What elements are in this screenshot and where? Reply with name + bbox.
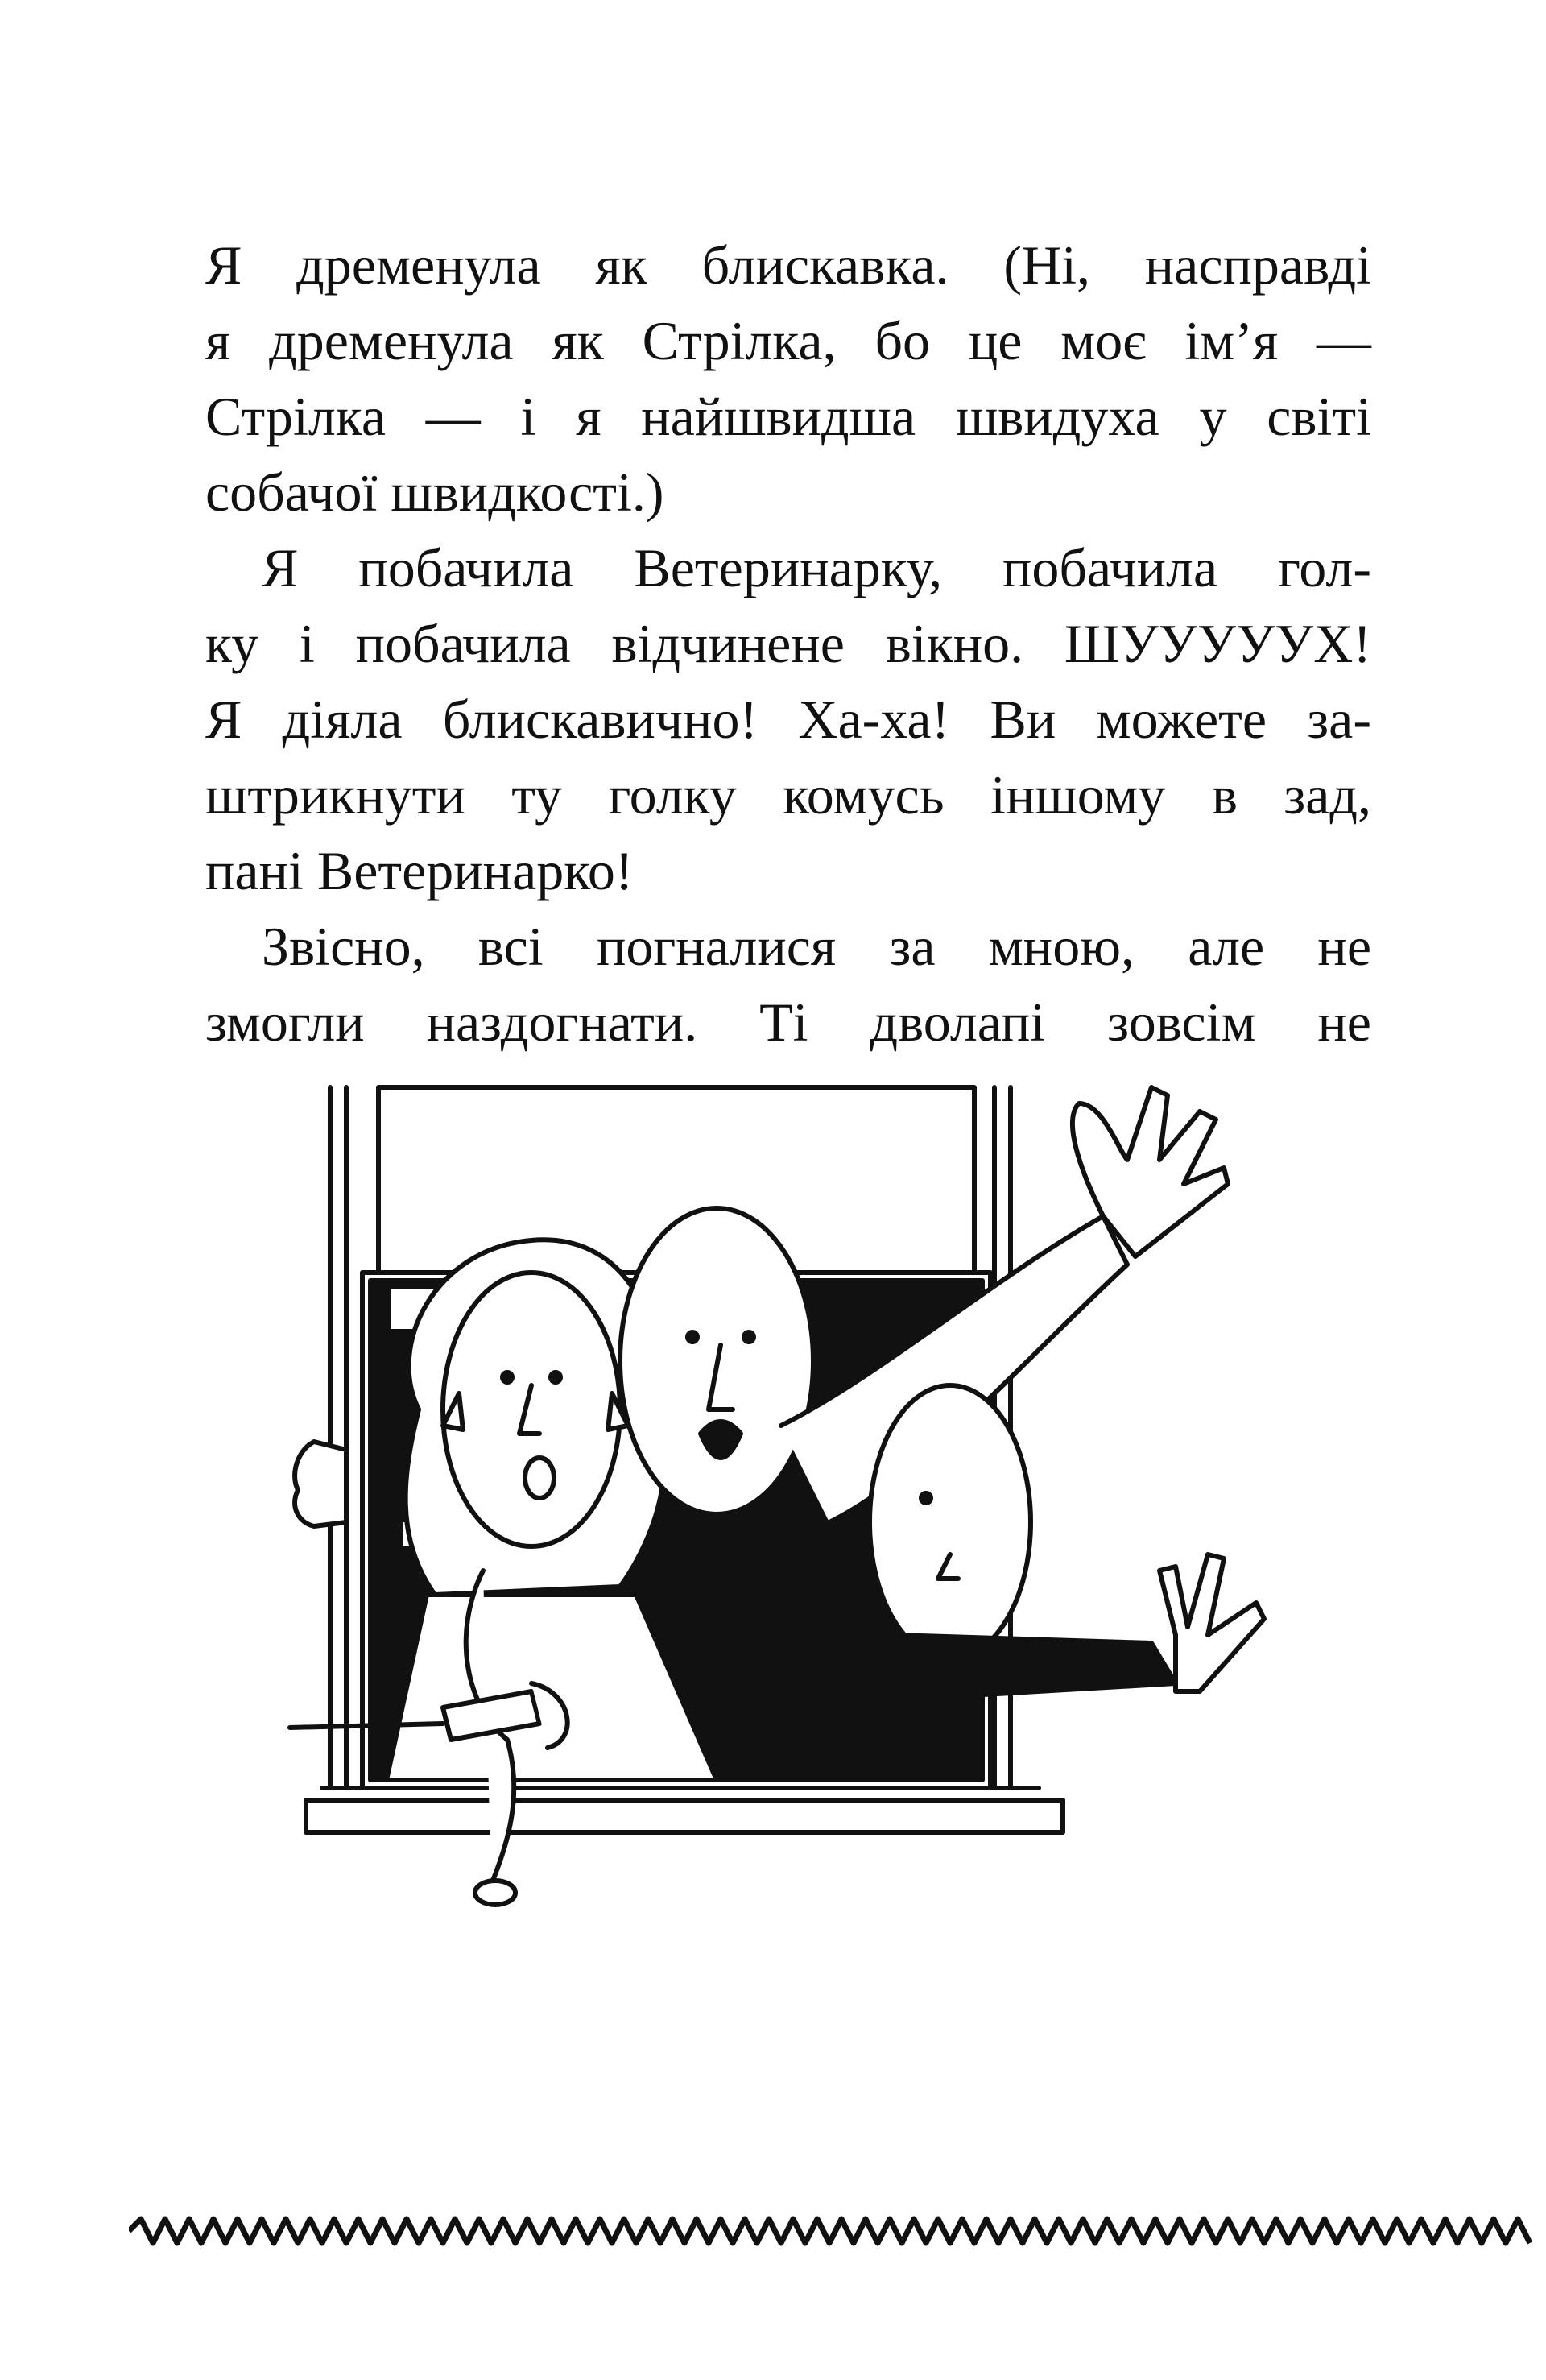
window-illustration — [266, 1071, 1409, 1925]
text-line: собачої швидкості.) — [205, 462, 664, 523]
text-line: я дременула як Стрілка, бо це моє ім’я — — [205, 310, 1371, 371]
text-line: штрикнути ту голку комусь іншому в зад, — [205, 764, 1371, 826]
text-line: Я дременула як блискавка. (Ні, насправді — [205, 234, 1371, 296]
hand — [295, 1442, 346, 1526]
text-line: змогли наздогнати. Ті дволапі зовсім не — [205, 991, 1371, 1053]
text-line: Я побачила Ветеринарку, побачила гол- — [262, 537, 1371, 598]
text-line: Я діяла блискавично! Ха-ха! Ви можете за- — [205, 689, 1371, 750]
body-text — [205, 227, 1371, 1060]
third-person — [870, 1385, 1264, 1699]
text-line: Стрілка — і я найшвидша швидуха у світі — [205, 386, 1371, 447]
text-line: ку і побачила відчинене вікно. ШУУУУУХ! — [205, 613, 1371, 674]
zigzag-divider — [129, 2203, 1538, 2259]
text-line: Звісно, всі погналися за мною, але не — [262, 916, 1371, 977]
text-line: пані Ветеринарко! — [205, 840, 634, 901]
